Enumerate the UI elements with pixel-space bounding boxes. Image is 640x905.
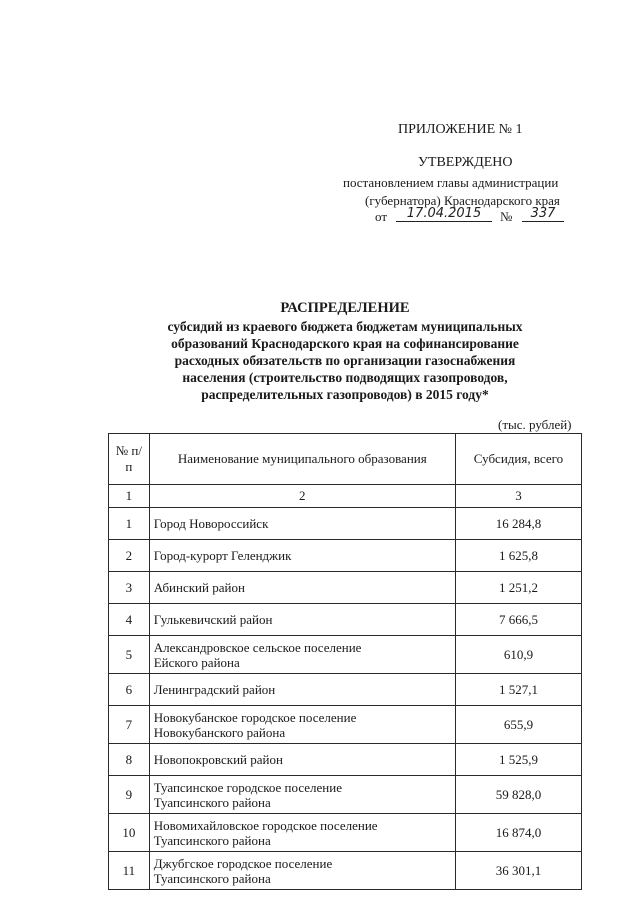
row-name: Абинский район	[149, 572, 455, 604]
row-num: 7	[109, 706, 150, 744]
header-num: № п/п	[109, 434, 150, 485]
table-row	[109, 540, 582, 572]
table-row	[109, 706, 582, 744]
column-index: 3	[455, 485, 581, 508]
column-index-row	[109, 485, 582, 508]
row-name	[149, 636, 455, 674]
table-header-row	[109, 434, 582, 485]
table-row	[109, 604, 582, 636]
row-value: 610,9	[455, 636, 581, 674]
number-label: №	[500, 209, 513, 224]
column-index: 1	[109, 485, 150, 508]
row-name-line: Новокубанского района	[153, 724, 286, 740]
row-value: 7 666,5	[455, 604, 581, 636]
title-line: населения (строительство подводящих газопроводов,	[182, 370, 508, 385]
row-name-line: Александровское сельское поселение	[153, 639, 362, 655]
title-line: распределительных газопроводов) в 2015 году*	[201, 387, 489, 402]
row-name	[149, 852, 455, 890]
approved-label: УТВЕРЖДЕНО	[418, 155, 513, 170]
header-name: Наименование муниципального образования	[149, 434, 455, 485]
row-num: 3	[109, 572, 150, 604]
document-title	[150, 300, 540, 403]
row-name-line: Туапсинского района	[153, 794, 271, 810]
column-index: 2	[149, 485, 455, 508]
row-value: 1 625,8	[455, 540, 581, 572]
table-row	[109, 852, 582, 890]
row-name	[149, 706, 455, 744]
title-line: субсидий из краевого бюджета бюджетам муниципальных	[167, 319, 523, 334]
table-row	[109, 636, 582, 674]
row-name: Город Новороссийск	[149, 508, 455, 540]
row-name-line: Новокубанское городское поселение	[153, 709, 357, 725]
row-num: 5	[109, 636, 150, 674]
appendix-label: ПРИЛОЖЕНИЕ № 1	[398, 122, 523, 137]
row-name: Новопокровский район	[149, 744, 455, 776]
row-name-line: Туапсинского района	[153, 870, 271, 886]
table-row	[109, 744, 582, 776]
row-value: 59 828,0	[455, 776, 581, 814]
handwritten-number: 337	[522, 206, 564, 222]
title-heading: РАСПРЕДЕЛЕНИЕ	[280, 300, 410, 316]
row-value: 16 874,0	[455, 814, 581, 852]
title-line: расходных обязательств по организации газоснабжения	[174, 353, 516, 368]
units-label: (тыс. рублей)	[498, 417, 572, 432]
title-line: образований Краснодарского края на софинансирование	[171, 336, 519, 351]
row-num: 2	[109, 540, 150, 572]
row-num: 8	[109, 744, 150, 776]
table-row	[109, 508, 582, 540]
row-value: 1 251,2	[455, 572, 581, 604]
row-name: Город-курорт Геленджик	[149, 540, 455, 572]
row-num: 6	[109, 674, 150, 706]
subsidy-table	[108, 433, 582, 890]
row-value: 655,9	[455, 706, 581, 744]
row-value: 16 284,8	[455, 508, 581, 540]
handwritten-date: 17.04.2015	[396, 206, 492, 222]
row-name	[149, 776, 455, 814]
row-value: 1 527,1	[455, 674, 581, 706]
row-num: 4	[109, 604, 150, 636]
row-name	[149, 814, 455, 852]
row-name-line: Ейского района	[153, 654, 240, 670]
row-num: 10	[109, 814, 150, 852]
row-value: 1 525,9	[455, 744, 581, 776]
table-row	[109, 814, 582, 852]
row-name-line: Новомихайловское городское поселение	[153, 817, 378, 833]
row-value: 36 301,1	[455, 852, 581, 890]
row-num: 9	[109, 776, 150, 814]
row-name: Гулькевичский район	[149, 604, 455, 636]
date-prefix: от	[375, 209, 388, 224]
row-name-line: Джубгское городское поселение	[153, 855, 333, 871]
row-num: 1	[109, 508, 150, 540]
row-name-line: Туапсинского района	[153, 832, 271, 848]
table-row	[109, 572, 582, 604]
header-value: Субсидия, всего	[455, 434, 581, 485]
row-num: 11	[109, 852, 150, 890]
table-row	[109, 776, 582, 814]
table-row	[109, 674, 582, 706]
decree-line-1: постановлением главы администрации	[343, 175, 559, 190]
row-name: Ленинградский район	[149, 674, 455, 706]
decree-line-2: (губернатора) Краснодарского края	[365, 193, 560, 208]
row-name-line: Туапсинское городское поселение	[153, 779, 342, 795]
